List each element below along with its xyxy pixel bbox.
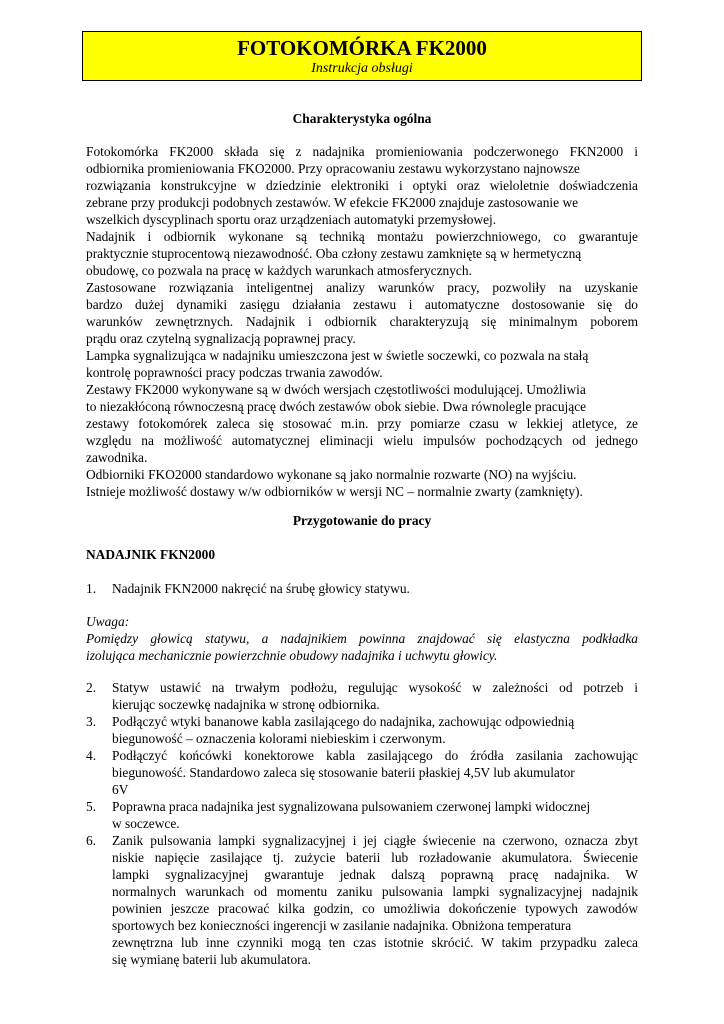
- text-line: zawodnika.: [86, 450, 148, 465]
- text-line: lampki sygnalizacyjnej gwarantuje jednak dalszą poprawną pracę nadajnika. W: [112, 867, 638, 882]
- text-line: to niezakłóconą równoczesną pracę dwóch zestawów obok siebie. Dwa równolegle pracujące: [86, 399, 587, 414]
- text-line: Odbiorniki FKO2000 standardowo wykonane są jako normalnie rozwarte (NO) na wyjściu.: [86, 467, 577, 482]
- section-heading-preparation: Przygotowanie do pracy: [292, 513, 432, 528]
- text-line: warunków zewnętrznych. Nadajnik i odbiornik charakteryzują się minimalnym poborem: [86, 314, 638, 329]
- text-line: kontrolę poprawności pracy podczas trwania zawodów.: [86, 365, 383, 380]
- text-line: powinien jeszcze pracować kilka godzin, co umożliwia dokończenie typowych zawodów: [112, 901, 638, 916]
- text-line: kierując soczewkę nadajnika w stronę odbiornika.: [112, 697, 380, 712]
- text-line: Podłączyć końcówki konektorowe kabla zasilającego do źródła zasilania zachowując: [112, 748, 638, 763]
- list-number: 4.: [86, 748, 97, 763]
- text-line: praktycznie stuprocentową niezawodność. Oba człony zestawu zamknięte są w hermetyczną: [86, 246, 582, 261]
- text-line: obudowę, co pozwala na pracę w każdych warunkach atmosferycznych.: [86, 263, 472, 278]
- text-line: zewnętrzna lub inne czynniki mogą ten czas istotnie skrócić. W takim przypadku zaleca: [112, 935, 638, 950]
- text-line: Poprawna praca nadajnika jest sygnalizowana pulsowaniem czerwonej lampki widocznej: [112, 799, 591, 814]
- section-heading-general: Charakterystyka ogólna: [292, 111, 432, 126]
- note-block: [86, 613, 638, 664]
- list-number: 6.: [86, 833, 97, 848]
- text-line: Nadajnik FKN2000 nakręcić na śrubę głowicy statywu.: [112, 581, 410, 596]
- text-line: bardzo dużej dynamiki zasięgu działania zestawu i automatyczne dostosowanie się do: [86, 297, 638, 312]
- text-line: Nadajnik i odbiornik wykonane są techniką montażu powierzchniowego, co gwarantuje: [86, 229, 638, 244]
- list-number: 5.: [86, 799, 97, 814]
- text-line: niskie napięcie zasilające tj. zużycie baterii lub rozładowanie akumulatora. Świecenie: [112, 850, 638, 865]
- text-line: wszelkich dyscyplinach sportu oraz urządzeniach automatyki przemysłowej.: [86, 212, 497, 227]
- text-line: 6V: [112, 782, 129, 797]
- text-line: Podłączyć wtyki bananowe kabla zasilającego do nadajnika, zachowując odpowiednią: [112, 714, 575, 729]
- text-line: izolująca mechanicznie powierzchnie obudowy nadajnika i uchwytu głowicy.: [86, 648, 498, 663]
- text-line: normalnych warunkach od momentu zaniku pulsowania lampki sygnalizacyjnej nadajnik: [112, 884, 638, 899]
- text-line: sportowych bez konieczności ingerencji w zasilanie nadajnika. Obniżona temperatura: [112, 918, 572, 933]
- text-line: Pomiędzy głowicą statywu, a nadajnikiem powinna znajdować się elastyczna podkładka: [86, 631, 638, 646]
- text-line: względu na możliwość automatycznej eliminacji wielu impulsów pochodzących od jednego: [86, 433, 638, 448]
- text-line: Zanik pulsowania lampki sygnalizacyjnej i jej ciągłe świecenie na czerwono, oznacza zbyt: [112, 833, 638, 848]
- text-line: się wymianę baterii lub akumulatora.: [112, 952, 311, 967]
- list-number: 1.: [86, 581, 97, 596]
- text-line: zestawy fotokomórek zaleca się stosować m.in. przy pomiarze czasu w lekkiej atletyce, ze: [86, 416, 638, 431]
- text-line: zebrane przy produkcji podobnych zestawów. W efekcie FK2000 znajduje zastosowanie we: [86, 195, 579, 210]
- text-line: Statyw ustawić na trwałym podłożu, regulując wysokość w zależności od potrzeb i: [112, 680, 638, 695]
- text-line: odbiornika promieniowania FKO2000. Przy opracowaniu zestawu wykorzystano najnowsze: [86, 161, 580, 176]
- text-line: prądu oraz czytelną sygnalizacją poprawnej pracy.: [86, 331, 356, 346]
- text-line: rozwiązania konstrukcyjne w dziedzinie elektroniki i optyki oraz wieloletnie doświadczenia: [86, 178, 638, 193]
- list-number: 2.: [86, 680, 97, 695]
- text-line: biegunowość. Standardowo zaleca się stosowanie baterii płaskiej 4,5V lub akumulator: [112, 765, 575, 780]
- general-description-paragraph: [86, 143, 638, 500]
- text-line: Istnieje możliwość dostawy w/w odbiorników w wersji NC – normalnie zwarty (zamknięty).: [86, 484, 583, 499]
- text-line: biegunowość – oznaczenia kolorami niebieskim i czerwonym.: [112, 731, 446, 746]
- note-label: Uwaga:: [86, 614, 130, 629]
- text-line: Fotokomórka FK2000 składa się z nadajnika promieniowania podczerwonego FKN2000 i: [86, 144, 638, 159]
- text-line: w soczewce.: [112, 816, 180, 831]
- document-title: FOTOKOMÓRKA FK2000: [237, 36, 487, 60]
- list-number: 3.: [86, 714, 97, 729]
- text-line: Lampka sygnalizująca w nadajniku umieszczona jest w świetle soczewki, co pozwala na stałą: [86, 348, 589, 363]
- text-line: Zastosowane rozwiązania inteligentnej analizy warunków pracy, pozwoliły na uzyskanie: [86, 280, 638, 295]
- title-box: [82, 31, 642, 81]
- transmitter-subheading: NADAJNIK FKN2000: [86, 547, 216, 562]
- document-subtitle: Instrukcja obsługi: [311, 61, 413, 76]
- text-line: Zestawy FK2000 wykonywane są w dwóch wersjach częstotliwości modulującej. Umożliwia: [86, 382, 586, 397]
